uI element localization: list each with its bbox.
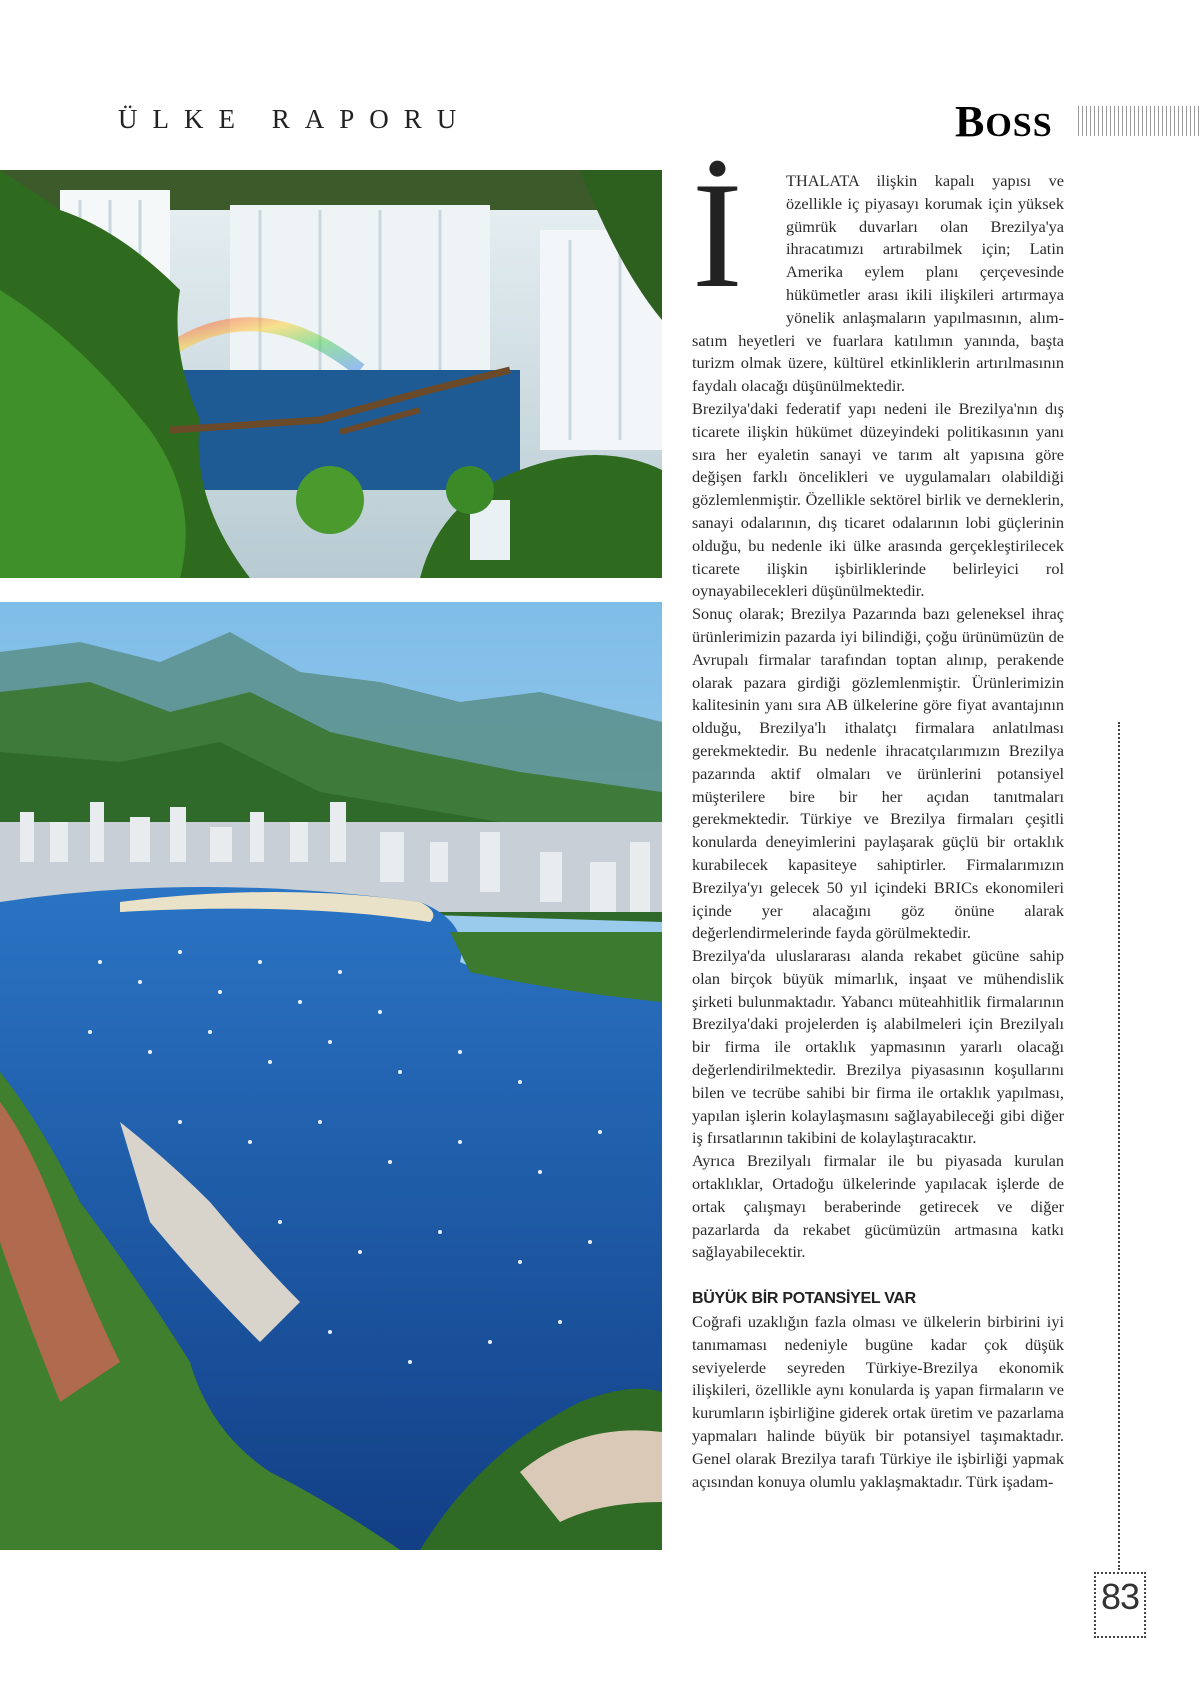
page-number: 83 (1100, 1576, 1140, 1617)
bay-city-photo (0, 602, 662, 1550)
waterfalls-illustration (0, 170, 662, 578)
subheading: BÜYÜK BİR POTANSİYEL VAR (692, 1290, 916, 1308)
article-paragraph: Brezilya'da uluslararası alanda rekabet gücüne sahip olan birçok büyük mimarlık, inşaat ve mühendislik şirketi bulunmaktadır. Yabancı müteahhitlik firmalarının Brezilya'daki projelerden iş alabilmeleri için Brezilyalı bir firma ile ortaklık yapmasının yararlı olacağı değerlendirilmektedir. Brezilya piyasasının koşullarını bilen ve tecrübe sahibi bir firma ile ortaklık yapılması, yapılan işlerin kolaylaşmasını sağlayabileceği gibi diğer iş fırsatlarının takibini de kolaylaştıracaktır. (692, 946, 1064, 1148)
logo-rest: OSS (985, 107, 1053, 144)
article-paragraph: Sonuç olarak; Brezilya Pazarında bazı geleneksel ihraç ürünlerimizin pazarda iyi bilindiği, çoğu ürünümüzün de Avrupalı firmalar tarafından toptan alınıp, perakende olarak pazara girdiği gözlemlenmiştir. Ürünlerimizin kalitesinin yanı sıra AB ülkelerine göre fiyat avantajının olduğu, Brezilya'lı ithalatçı firmalara anlatılması gerekmektedir. Bu nedenle ihracatçılarımızın Brezilya pazarında aktif olmaları ve ürünlerini potansiyel müşterilere bire bir her açıdan tanıtmaları gerekmektedir. Türkiye ve Brezilya firmaları çeşitli konularda deneyimlerini paylaşarak güçlü bir ortaklık kurabilecek kapasiteye sahiptirler. Firmalarımızın Brezilya'yı gelecek 50 yıl içindeki BRICs ekonomileri içinde yer alacağını göz önüne alarak değerlendirmelerinde fayda görülmektedir. (692, 604, 1064, 943)
waterfalls-photo (0, 170, 662, 578)
drop-cap: İ (692, 151, 743, 319)
dotted-rule (1118, 722, 1120, 1570)
article-paragraph: Ayrıca Brezilyalı firmalar ile bu piyasada kurulan ortaklıklar, Ortadoğu ülkelerinde yapılacak işlerde de ortak çalışmayı beraberinde getirecek ve diğer pazarlarda da rekabet gücümüzün artmasına katkı sağlayabilecektir. (692, 1151, 1064, 1262)
section-title: ÜLKE RAPORU (118, 104, 472, 134)
logo-initial: B (955, 97, 986, 146)
article-paragraph: Brezilya'daki federatif yapı nedeni ile Brezilya'nın dış ticarete ilişkin hükümet düzeyindeki politikasının yanı sıra her eyaletin sanayi ve tarım alt yapısına göre değişen farklı öncelikleri ve uygulamaları olabildiği gözlemlenmiştir. Özellikle sektörel birlik ve derneklerin, sanayi odalarının, dış ticaret odalarının lobi güçlerinin olduğu, bu nedenle iki ülke arasında gerçekleştirilecek ticarete ilişkin işbirliklerinde belirleyici rol oynayabilecekleri düşünülmektedir. (692, 398, 1064, 601)
magazine-logo (955, 96, 1053, 147)
article-paragraph: Coğrafi uzaklığın fazla olması ve ülkelerin birbirini iyi tanımaması nedeniyle bugüne kadar çok düşük seviyelerde seyreden Türkiye-Brezilya ekonomik ilişkileri, özellikle aynı konularda iş yapan firmaların ve kurumların işbirliğine giderek ortak üretim ve pazarlama yapmaları halinde büyük bir potansiyel taşımaktadır. Genel olarak Brezilya tarafı Türkiye ile işbirliği yapmak açısından konuya olumlu yaklaşmaktadır. Türk işadam- (692, 1312, 1064, 1491)
article-paragraph (692, 151, 1064, 398)
bay-illustration (0, 602, 662, 1550)
article-body (692, 151, 1064, 1493)
barcode-decoration (1078, 106, 1200, 136)
paragraph-text: THALATA ilişkin kapalı yapısı ve özellikle iç piyasayı korumak için yüksek gümrük duvarları olan Brezilya'ya ihracatımızı artırabilmek için; Latin Amerika eylem planı çerçevesinde hükümetler arası ikili ilişkileri artırmaya yönelik anlaşmaların yapılmasının, alım-satım heyetleri ve fuarlara katılımın yanında, başta turizm olmak üzere, kültürel etkinliklerin artırılmasının faydalı olacağı düşünülmektedir. (692, 171, 1064, 396)
